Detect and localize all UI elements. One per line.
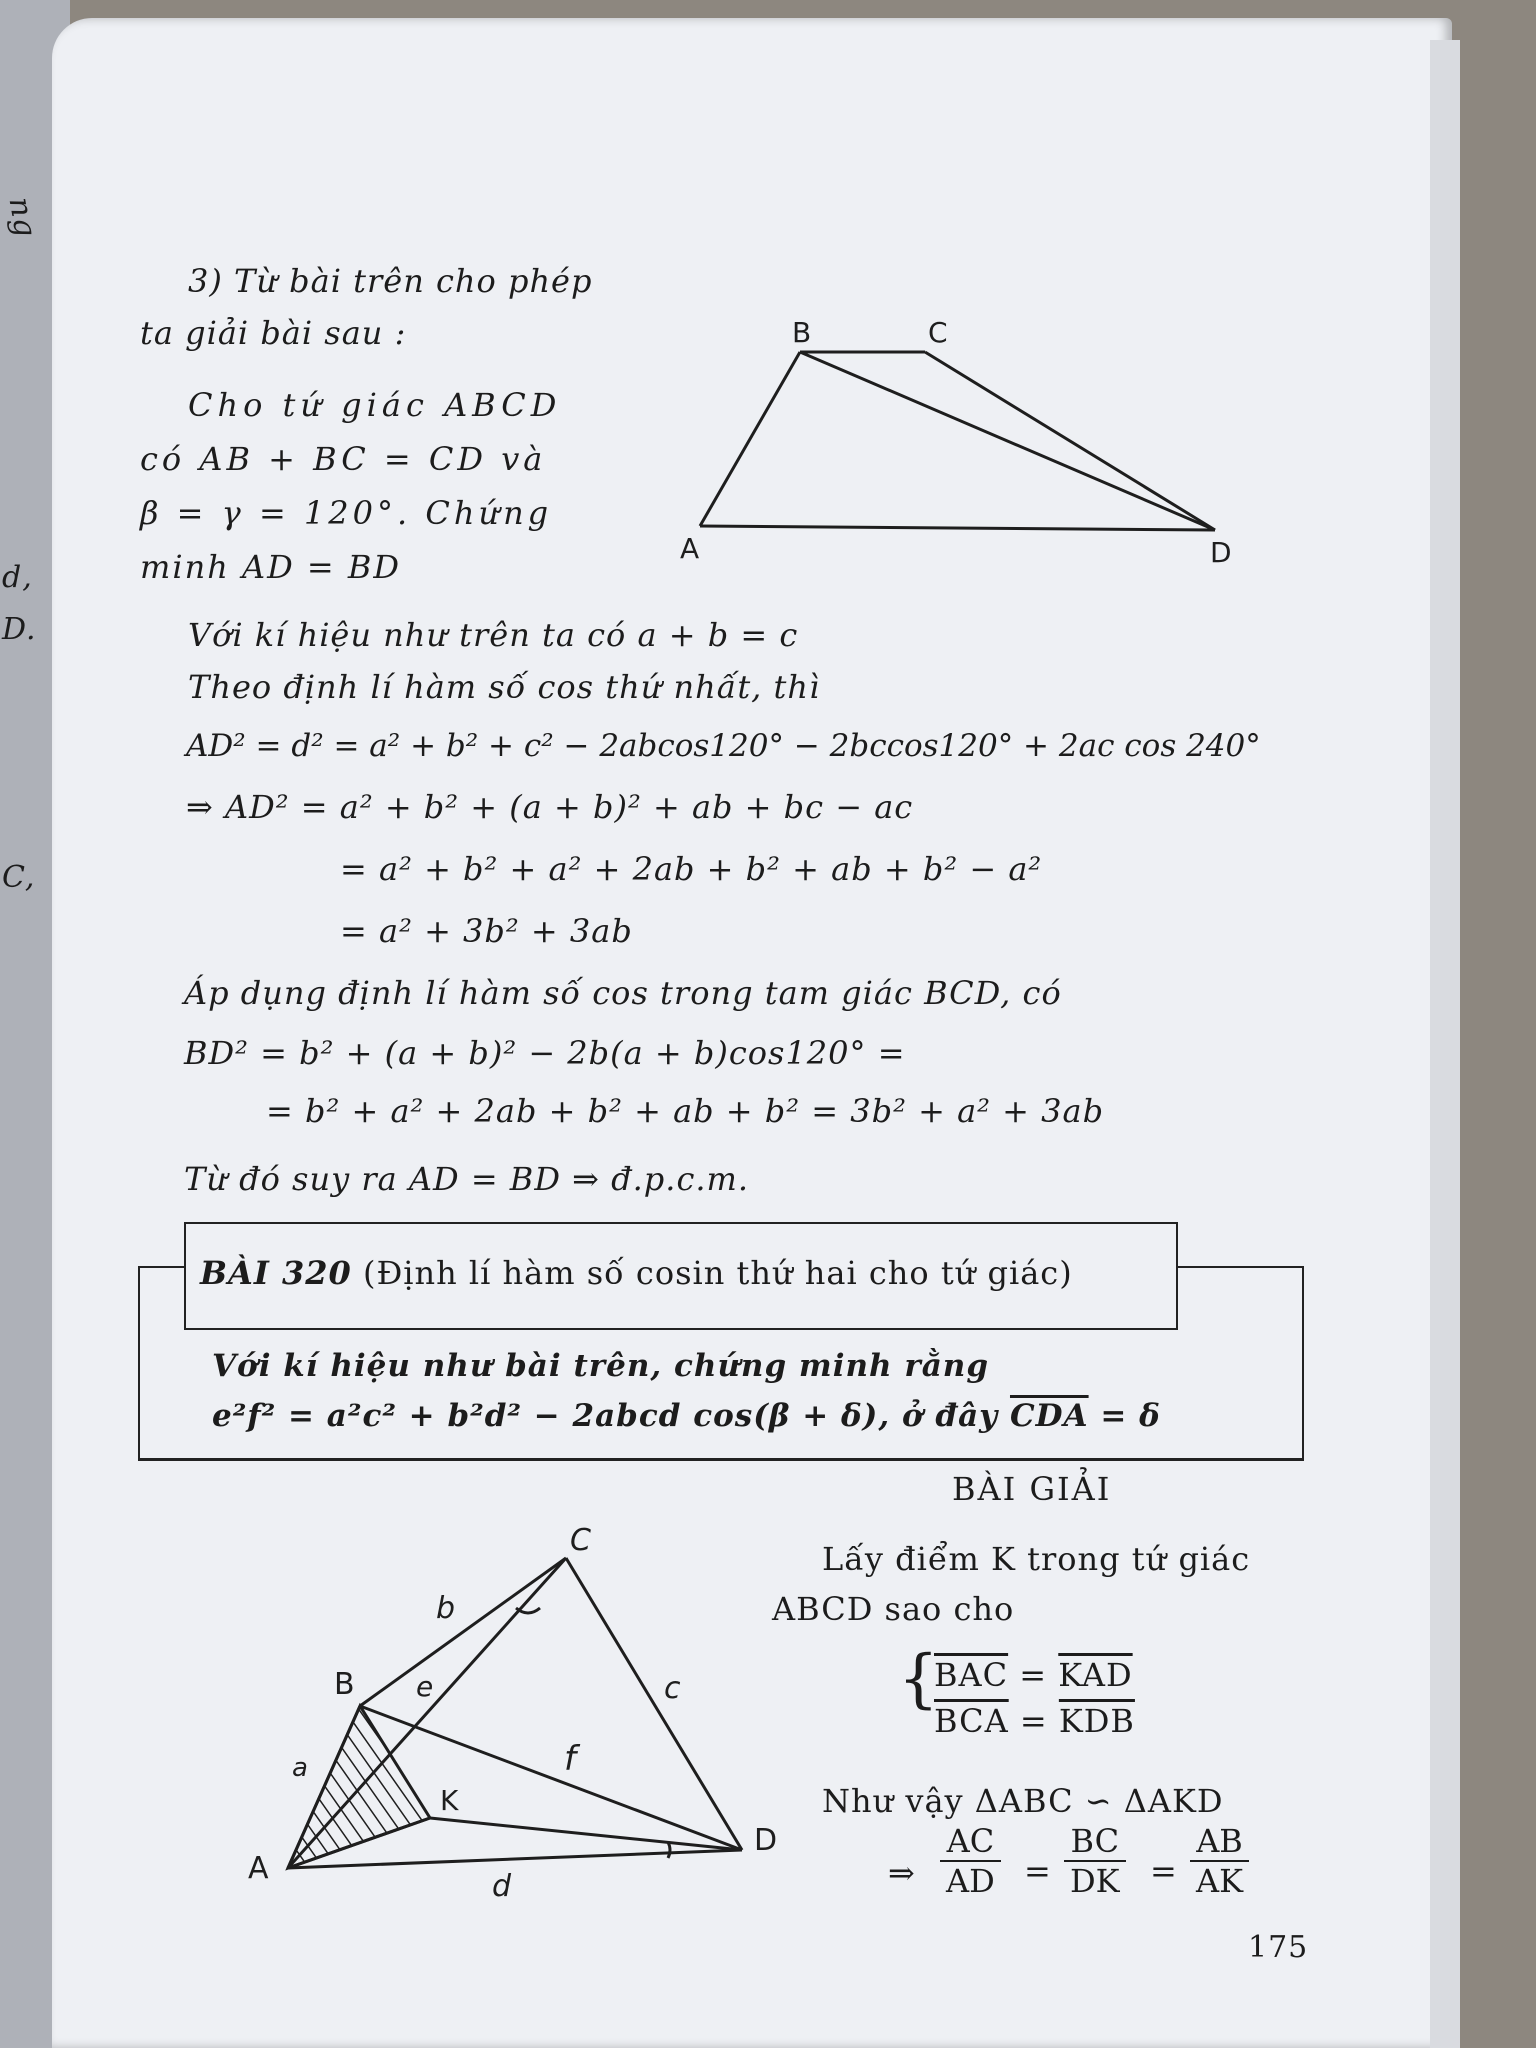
label-b: b [436, 1591, 456, 1626]
margin-text: C, [2, 860, 36, 895]
solution-line: Từ đó suy ra AD = BD ⇒ đ.p.c.m. [184, 1160, 750, 1198]
solution-line: Với kí hiệu như trên ta có a + b = c [188, 616, 799, 654]
formula-text: e²f² = a²c² + b²d² − 2abcd cos(β + δ), ở đây [212, 1398, 999, 1434]
solution-text: ABCD sao cho [772, 1590, 1015, 1628]
solution-heading: BÀI GIẢI [952, 1470, 1112, 1508]
label-B: B [792, 318, 812, 349]
problem-line: Cho tứ giác ABCD [188, 386, 562, 424]
angle-KAD: $\overline{KAD}$ [1058, 1656, 1133, 1694]
label-C: C [928, 318, 948, 349]
angle-eq: = δ [1100, 1398, 1161, 1434]
equation: ⇒ AD² = a² + b² + (a + b)² + ab + bc − ac [186, 788, 914, 826]
angle-BCA: $\overline{BCA}$ [934, 1702, 1009, 1740]
problem-line: có AB + BC = CD và [140, 440, 547, 478]
equation: AD² = d² = a² + b² + c² − 2abcos120° − 2bccos120° + 2ac cos 240° [186, 728, 1261, 764]
fraction-AB-AK [1190, 1822, 1249, 1900]
denominator: AK [1196, 1862, 1244, 1900]
numerator: AC [940, 1822, 1001, 1862]
problem-line: minh AD = BD [140, 548, 402, 586]
trapezoid-figure [680, 318, 1240, 578]
label-d: d [492, 1869, 512, 1900]
page-edge [1430, 40, 1460, 2048]
margin-text: D. [2, 612, 37, 647]
equation: BD² = b² + (a + b)² − 2b(a + b)cos120° = [184, 1034, 906, 1072]
numerator: BC [1064, 1822, 1126, 1862]
label-a: a [292, 1753, 308, 1783]
system-row [934, 1702, 1135, 1740]
quadrilateral-figure [240, 1520, 800, 1900]
label-c: c [664, 1671, 681, 1706]
angle-KDB: $\overline{KDB}$ [1058, 1702, 1135, 1740]
problem-statement: Với kí hiệu như bài trên, chứng minh rằng [212, 1348, 989, 1384]
equation: = b² + a² + 2ab + b² + ab + b² = 3b² + a² + 3ab [266, 1092, 1105, 1130]
label-A: A [248, 1851, 269, 1886]
numerator: AB [1190, 1822, 1249, 1862]
label-e: e [416, 1670, 434, 1703]
intro-line: ta giải bài sau : [140, 314, 407, 352]
label-f: f [564, 1739, 576, 1779]
margin-text: ng [1, 194, 44, 241]
fraction-BC-DK [1064, 1822, 1126, 1900]
similar-triangles: Như vậy ΔABC ∽ ΔAKD [822, 1782, 1224, 1820]
label-A: A [680, 532, 700, 565]
problem-number: BÀI 320 [200, 1254, 352, 1292]
label-K: K [440, 1784, 459, 1817]
label-C: C [570, 1523, 591, 1558]
label-D: D [754, 1823, 778, 1858]
denominator: DK [1070, 1862, 1120, 1900]
problem-title [200, 1254, 1073, 1292]
eq-sign: = [1019, 1702, 1048, 1740]
fraction-AC-AD [940, 1822, 1001, 1900]
eq-sign: = [1019, 1656, 1048, 1694]
denominator: AD [946, 1862, 995, 1900]
problem-line: β = γ = 120°. Chứng [140, 494, 553, 532]
brace: { [898, 1642, 940, 1716]
implies-arrow: ⇒ [888, 1854, 916, 1892]
system-row [934, 1656, 1133, 1694]
solution-line: Theo định lí hàm số cos thứ nhất, thì [188, 668, 821, 706]
page-number: 175 [1248, 1930, 1309, 1965]
problem-subtitle: (Định lí hàm số cosin thứ hai cho tứ giác) [362, 1254, 1073, 1292]
label-B: B [334, 1667, 355, 1702]
eq-sign: = [1024, 1852, 1052, 1890]
problem-formula [212, 1398, 1161, 1434]
equation: = a² + 3b² + 3ab [340, 912, 633, 950]
margin-text: d, [2, 560, 33, 595]
angle-BAC: $\overline{BAC}$ [934, 1656, 1009, 1694]
eq-sign: = [1150, 1852, 1178, 1890]
equation: = a² + b² + a² + 2ab + b² + ab + b² − a² [340, 850, 1043, 888]
intro-line: 3) Từ bài trên cho phép [188, 262, 593, 300]
solution-text: Lấy điểm K trong tứ giác [822, 1540, 1251, 1578]
angle-CDA: $\overline{CDA}$ [1009, 1398, 1089, 1434]
label-D: D [1210, 536, 1232, 569]
solution-line: Áp dụng định lí hàm số cos trong tam giác BCD, có [184, 974, 1062, 1012]
